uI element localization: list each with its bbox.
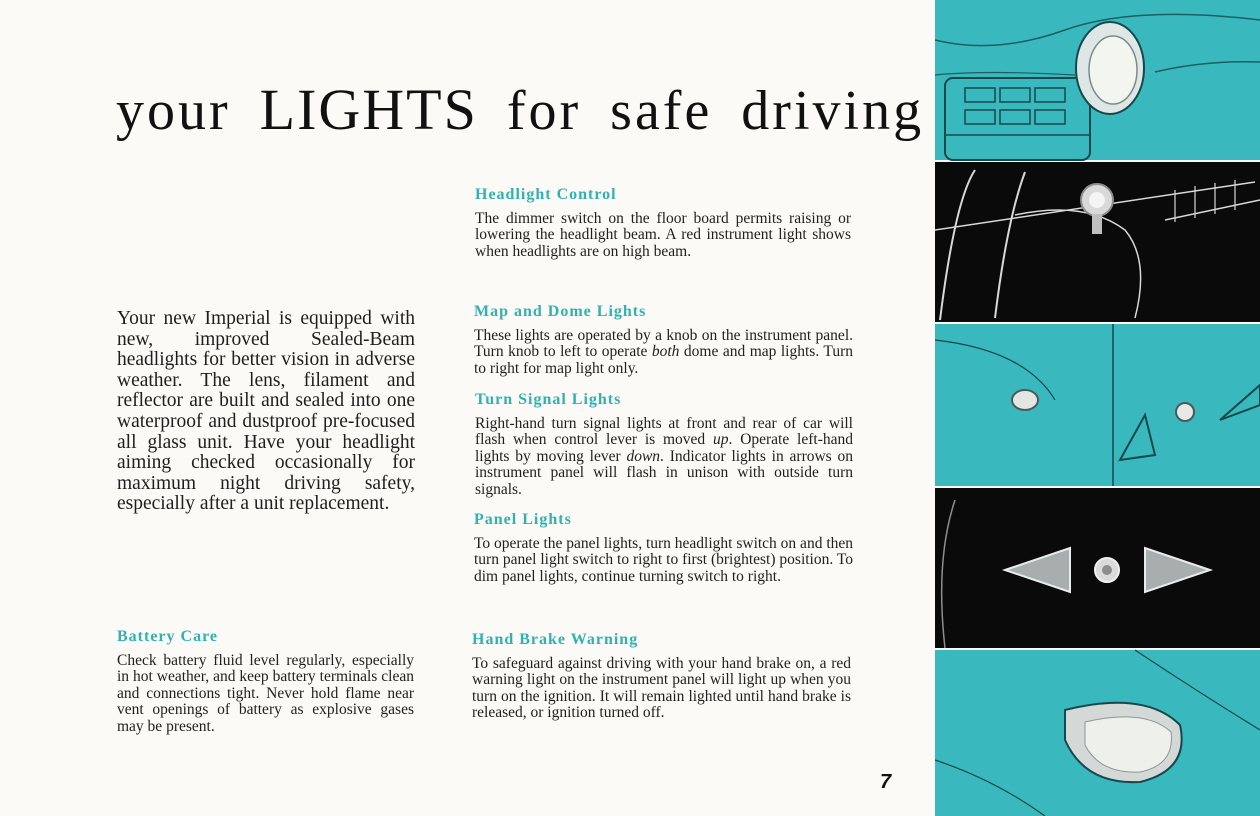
title-part-your: your (116, 80, 231, 142)
section-battery-care (117, 628, 414, 735)
emphasis-text: down (626, 447, 661, 465)
section-heading: Battery Care (117, 628, 218, 645)
section-heading: Hand Brake Warning (472, 631, 639, 648)
title-part-lights: LIGHTS (259, 77, 478, 142)
emphasis-text: up (713, 431, 729, 449)
section-hand-brake-warning (472, 631, 851, 722)
page-title (116, 70, 924, 151)
page-number: 7 (880, 771, 892, 793)
turn-signal-indicator-illustration (935, 488, 1260, 648)
section-body: To operate the panel lights, turn headlight switch on and then turn panel light switch to right to first (brightest) position. To dim panel lights, continue turning switch to right. (474, 535, 854, 585)
title-part-rest: for safe driving (506, 80, 925, 142)
section-body: Check battery fluid level regularly, especially in hot weather, and keep battery terminals clean and connections tight. Never hold flame near vent openings of battery as explosive gases may be present. (117, 652, 414, 735)
section-body: The dimmer switch on the floor board permits raising or lowering the headlight beam. A red instrument light shows when headlights are on high beam. (475, 210, 851, 260)
emphasis-text: both (651, 343, 680, 361)
illustration-strip (935, 0, 1260, 816)
section-map-dome-lights (474, 303, 853, 377)
map-light-knob-illustration (935, 324, 1260, 486)
section-heading: Headlight Control (475, 186, 617, 203)
section-body (474, 328, 853, 377)
hand-brake-warning-light-illustration (935, 650, 1260, 816)
section-turn-signal-lights (475, 391, 853, 498)
section-heading: Panel Lights (474, 511, 572, 528)
body-text: . Indicator lights in arrows on instrument panel will flash in unison with outside turn signals. (475, 447, 853, 498)
section-body: To safeguard against driving with your hand brake on, a red warning light on the instrument panel will light up when you turn on the ignition. It will remain lighted until hand brake is released, or ignition turned off. (472, 655, 851, 722)
intro-paragraph: Your new Imperial is equipped with new, improved Sealed-Beam headlights for better vision in adverse weather. The lens, filament and reflector are built and sealed into one waterproof and dustproof pre-focused all glass unit. Have your headlight aiming checked occasionally for maximum night driving safety, especially after a unit replacement. (117, 308, 415, 515)
body-text: dome and map lights. Turn to right for map light only. (474, 343, 853, 377)
section-heading: Map and Dome Lights (474, 303, 647, 320)
section-panel-lights (474, 511, 853, 585)
section-heading: Turn Signal Lights (475, 391, 622, 408)
dome-light-illustration (935, 162, 1260, 322)
section-headlight-control (475, 186, 851, 260)
headlight-illustration (935, 0, 1260, 160)
section-body (475, 416, 853, 498)
body-text: . Operate left-hand lights by moving lever (475, 431, 853, 465)
body-text: These lights are operated by a knob on the instrument panel. Turn knob to left to operate (474, 327, 853, 361)
body-text: Right-hand turn signal lights at front and rear of car will flash when control lever is moved (475, 415, 853, 449)
